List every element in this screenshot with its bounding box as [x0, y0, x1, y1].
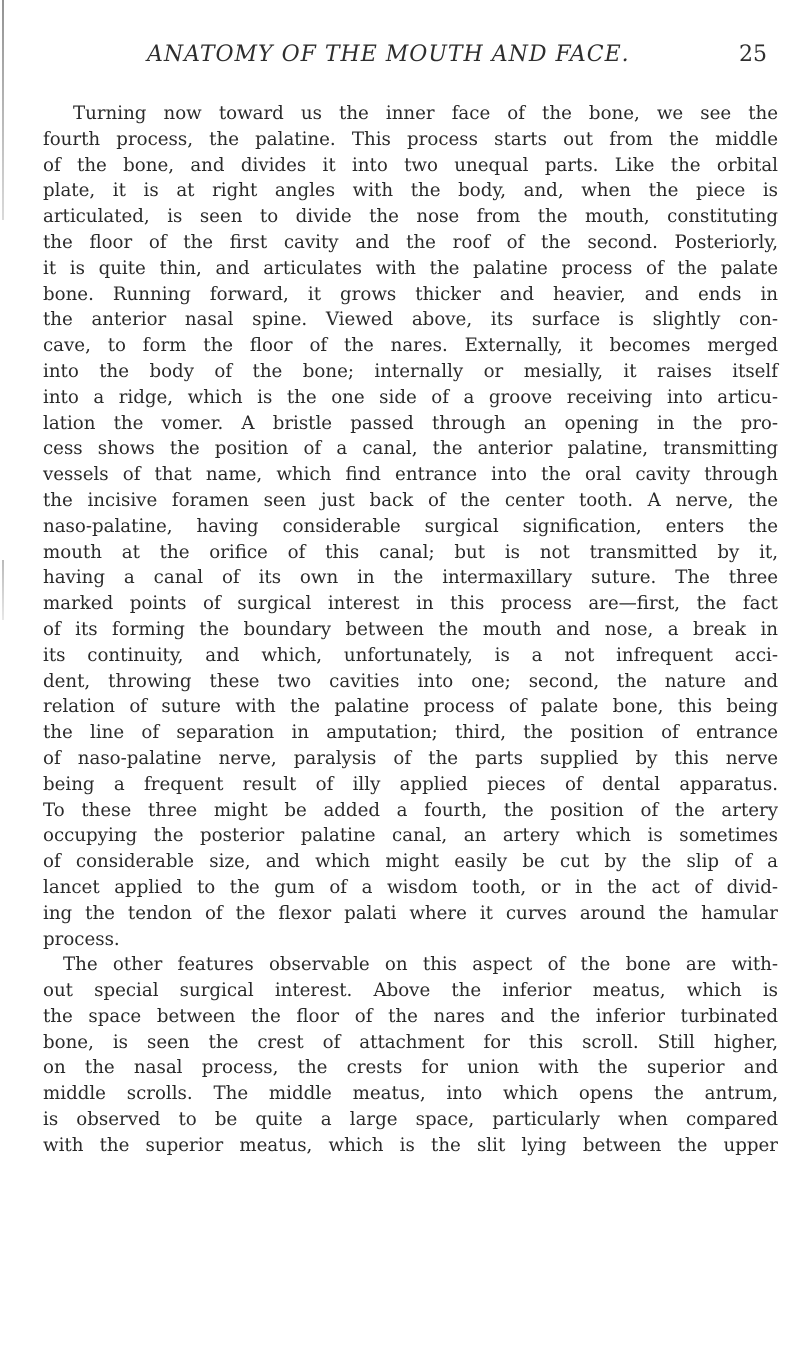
text-line: out special surgical interest. Above the inferior meatus, which is [43, 980, 778, 1002]
text-line: being a frequent result of illy applied pieces of dental apparatus. [43, 773, 778, 795]
text-line: into a ridge, which is the one side of a groove receiving into articu- [43, 386, 778, 408]
text-line: process. [43, 928, 120, 950]
text-line: its continuity, and which, unfortunately, is a not infrequent acci- [43, 644, 778, 666]
text-line: bone, is seen the crest of attachment for this scroll. Still higher, [43, 1031, 778, 1053]
text-line: of the bone, and divides it into two unequal parts. Like the orbital [43, 154, 778, 176]
text-line: marked points of surgical interest in this process are—first, the fact [43, 593, 778, 615]
text-line: into the body of the bone; internally or mesially, it raises itself [43, 360, 778, 382]
text-line: mouth at the orifice of this canal; but is not transmitted by it, [43, 541, 778, 563]
text-line: relation of suture with the palatine process of palate bone, this being [43, 696, 778, 718]
gutter-shadow-lower [2, 560, 4, 620]
text-line: lancet applied to the gum of a wisdom tooth, or in the act of divid- [43, 876, 778, 898]
text-line: To these three might be added a fourth, the position of the artery [43, 799, 778, 821]
text-line: of naso-palatine nerve, paralysis of the parts supplied by this nerve [43, 747, 778, 769]
text-line: cess shows the position of a canal, the anterior palatine, transmitting [43, 438, 778, 460]
text-line: lation the vomer. A bristle passed through an opening in the pro- [43, 412, 778, 434]
text-line: Turning now toward us the inner face of the bone, we see the [73, 103, 778, 124]
text-line: is observed to be quite a large space, particularly when compared [43, 1109, 778, 1131]
text-line: the anterior nasal spine. Viewed above, its surface is slightly con- [43, 309, 778, 331]
text-line: on the nasal process, the crests for union with the superior and [43, 1057, 778, 1079]
text-line: plate, it is at right angles with the body, and, when the piece is [43, 180, 778, 202]
page-header [147, 42, 767, 78]
text-line: dent, throwing these two cavities into one; second, the nature and [43, 670, 778, 692]
text-line: naso-palatine, having considerable surgical signification, enters the [43, 515, 778, 537]
gutter-shadow [2, 0, 4, 220]
text-line: the space between the floor of the nares and the inferior turbinated [43, 1005, 778, 1027]
text-line: bone. Running forward, it grows thicker and heavier, and ends in [43, 283, 778, 305]
text-line: middle scrolls. The middle meatus, into which opens the antrum, [43, 1083, 778, 1105]
text-line: occupying the posterior palatine canal, an artery which is sometimes [43, 825, 778, 847]
text-line: The other features observable on this aspect of the bone are with- [63, 954, 778, 976]
text-line: of considerable size, and which might easily be cut by the slip of a [43, 851, 778, 873]
text-line: having a canal of its own in the intermaxillary suture. The three [43, 567, 778, 589]
text-line: the line of separation in amputation; third, the position of entrance [43, 722, 778, 744]
text-line: fourth process, the palatine. This process starts out from the middle [43, 128, 778, 150]
text-line: of its forming the boundary between the mouth and nose, a break in [43, 618, 778, 640]
text-line: vessels of that name, which find entrance into the oral cavity through [43, 464, 778, 486]
text-line: it is quite thin, and articulates with the palatine process of the palate [43, 257, 778, 279]
text-line: cave, to form the floor of the nares. Externally, it becomes merged [43, 335, 778, 357]
running-head: ANATOMY OF THE MOUTH AND FACE. [147, 42, 630, 67]
body-text [43, 101, 778, 1159]
text-line: the floor of the first cavity and the roof of the second. Posteriorly, [43, 231, 778, 253]
text-line: articulated, is seen to divide the nose from the mouth, constituting [43, 206, 778, 228]
text-line: ing the tendon of the flexor palati where it curves around the hamular [43, 902, 778, 924]
page-number: 25 [739, 42, 767, 67]
text-line: with the superior meatus, which is the slit lying between the upper [43, 1134, 778, 1156]
text-line: the incisive foramen seen just back of the center tooth. A nerve, the [43, 489, 778, 511]
